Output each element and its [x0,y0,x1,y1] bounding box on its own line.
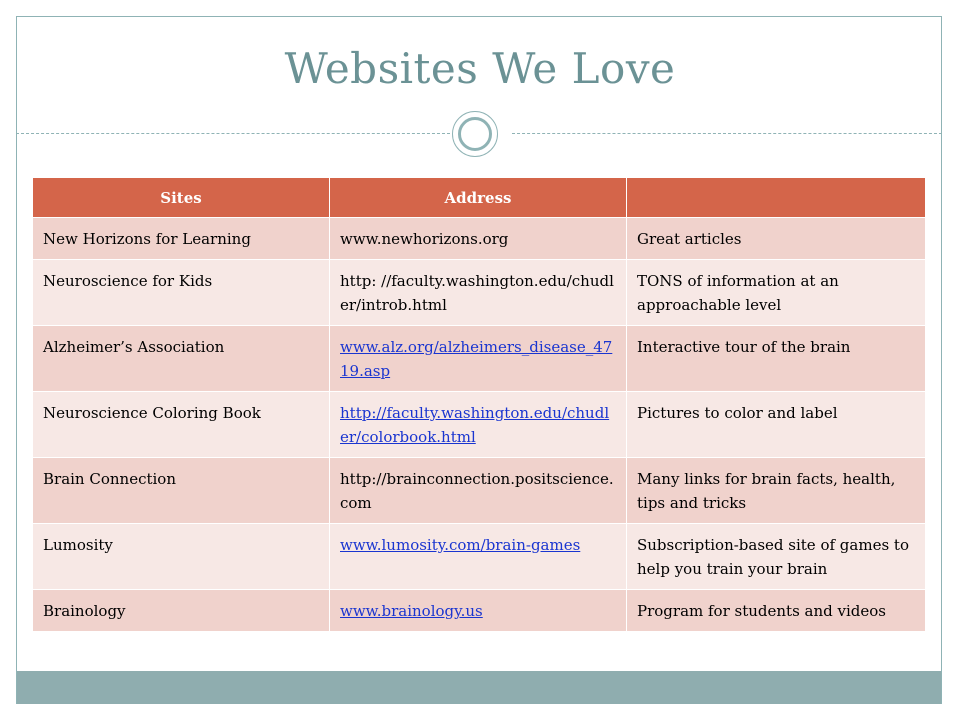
site-name: Alzheimer’s Association [33,326,330,392]
site-address-link[interactable]: www.lumosity.com/brain-games [340,536,581,554]
site-address-cell [330,590,627,632]
site-address: http: //faculty.washington.edu/chudler/introb.html [330,260,627,326]
site-address-cell [330,524,627,590]
site-address-link[interactable]: http://faculty.washington.edu/chudler/colorbook.html [340,404,610,446]
site-address-link[interactable]: www.brainology.us [340,602,483,620]
title-divider-right [512,133,942,134]
header-sites: Sites [33,178,330,218]
site-address-link[interactable]: www.alz.org/alzheimers_disease_4719.asp [340,338,613,380]
site-note: TONS of information at an approachable level [627,260,926,326]
site-name: New Horizons for Learning [33,218,330,260]
table-row [33,458,926,524]
site-note: Interactive tour of the brain [627,326,926,392]
title-divider-left [16,133,450,134]
site-name: Neuroscience for Kids [33,260,330,326]
site-note: Many links for brain facts, health, tips and tricks [627,458,926,524]
site-note: Pictures to color and label [627,392,926,458]
site-note: Subscription-based site of games to help you train your brain [627,524,926,590]
site-address: www.newhorizons.org [330,218,627,260]
site-name: Brain Connection [33,458,330,524]
site-address: http://brainconnection.positscience.com [330,458,627,524]
site-note: Program for students and videos [627,590,926,632]
site-note: Great articles [627,218,926,260]
header-address: Address [330,178,627,218]
header-notes [627,178,926,218]
ring-ornament-icon [452,111,498,157]
footer-bar [17,671,941,704]
site-name: Lumosity [33,524,330,590]
site-name: Neuroscience Coloring Book [33,392,330,458]
table-row [33,260,926,326]
table-row [33,392,926,458]
site-name: Brainology [33,590,330,632]
table-row [33,218,926,260]
table-row [33,590,926,632]
slide-title: Websites We Love [284,44,676,93]
site-address-cell [330,392,627,458]
site-address-cell [330,326,627,392]
table-row [33,326,926,392]
table-header-row [33,178,926,218]
table-row [33,524,926,590]
websites-table [32,177,926,632]
